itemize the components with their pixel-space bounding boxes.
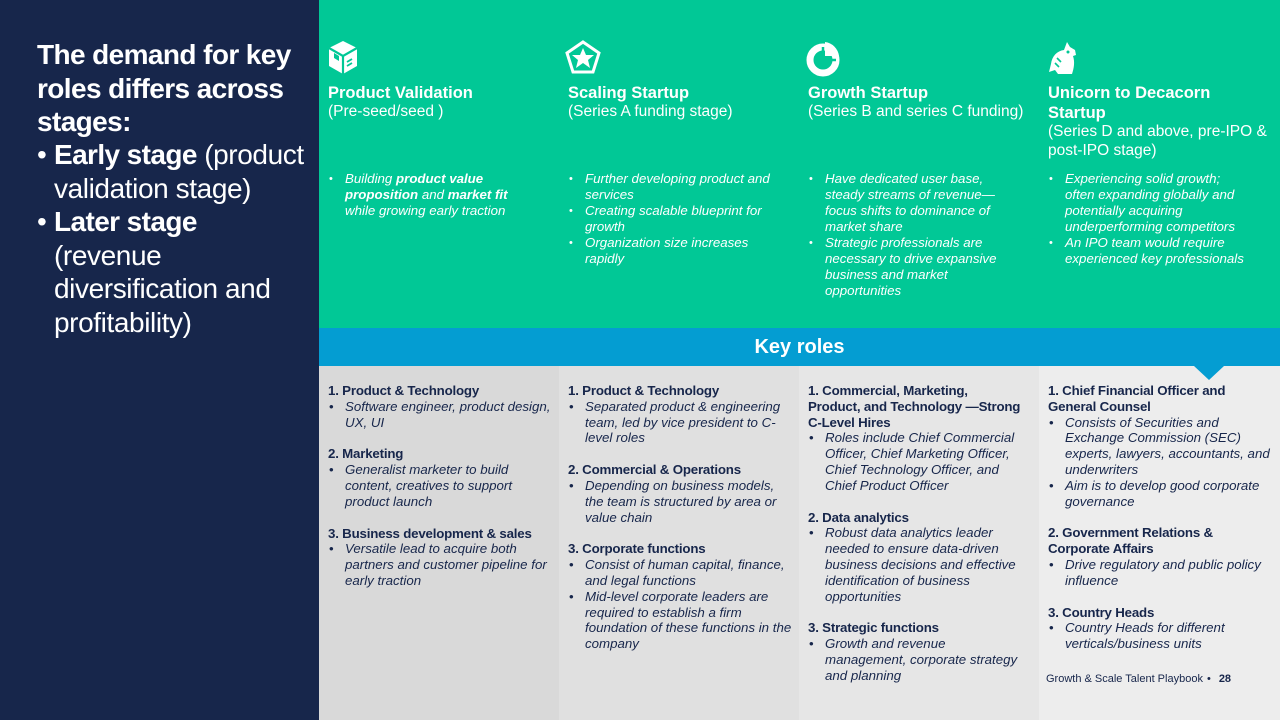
- stage-summary-rest: (revenue diversification and profitability): [54, 239, 271, 338]
- stage-subtitle: (Pre-seed/seed ): [328, 103, 444, 120]
- stage-point: [808, 235, 1013, 299]
- role-title: 3. Corporate functions: [568, 541, 706, 557]
- role-title: 2. Government Relations & Corporate Affairs: [1048, 525, 1213, 557]
- point-text: Have dedicated user base, steady streams of revenue—focus shifts to dominance of market share: [825, 171, 995, 234]
- role-title: 1. Chief Financial Officer and General Counsel: [1048, 383, 1226, 414]
- role-point: [1048, 478, 1276, 510]
- role-block: [808, 383, 1023, 494]
- point-text: Consist of human capital, finance, and legal functions: [585, 557, 785, 588]
- bullet-icon: •: [1049, 620, 1054, 636]
- stage-title: [808, 83, 1028, 122]
- role-title: 2. Commercial & Operations: [568, 462, 741, 478]
- role-block: [808, 510, 1023, 605]
- point-text: Creating scalable blueprint for growth: [585, 203, 762, 234]
- stage-point: [1048, 171, 1253, 235]
- key-roles-header: Key roles: [319, 328, 1280, 366]
- footer-label: Growth & Scale Talent Playbook: [1046, 673, 1203, 685]
- bullet-icon: •: [1049, 477, 1054, 493]
- role-block: [328, 446, 556, 509]
- role-point: [568, 557, 796, 589]
- bullet-icon: •: [569, 173, 573, 185]
- role-block: [808, 620, 1023, 683]
- point-text: Generalist marketer to build content, creatives to support product launch: [345, 462, 513, 509]
- bullet-icon: •: [809, 430, 814, 446]
- bullet-icon: •: [329, 541, 334, 557]
- point-emphasis: product value proposition: [345, 171, 484, 202]
- role-title: 1. Product & Technology: [568, 383, 720, 398]
- point-text: Depending on business models, the team is structured by area or value chain: [585, 477, 777, 525]
- stage-title-text: Scaling Startup: [568, 84, 690, 102]
- stage-summary-list: [37, 138, 307, 339]
- role-point: [1048, 620, 1276, 652]
- point-text: Strategic professionals are necessary to drive expansive business and market opportunities: [825, 235, 997, 298]
- point-emphasis: market fit: [447, 187, 508, 202]
- point-text: Versatile lead to acquire both partners and customer pipeline for early traction: [345, 541, 547, 588]
- role-title: 1. Product & Technology: [328, 383, 480, 398]
- stage-unicorn-decacorn: [1039, 0, 1267, 328]
- point-text: An IPO team would require experienced key professionals: [1065, 235, 1244, 266]
- stage-points: [568, 171, 773, 267]
- stage-title-text: Product Validation: [328, 84, 473, 102]
- point-text: Growth and revenue management, corporate strategy and planning: [825, 636, 1018, 683]
- stage-subtitle: (Series B and series C funding): [808, 103, 1024, 120]
- stage-title: [568, 83, 788, 122]
- role-block: [328, 526, 556, 589]
- stage-summary-item: [37, 138, 307, 205]
- stage-summary-item: [37, 205, 307, 339]
- role-point: [808, 636, 1023, 683]
- stage-point: [328, 171, 533, 219]
- bullet-icon: •: [569, 588, 574, 604]
- role-title: 1. Commercial, Marketing, Product, and Technology —Strong C-Level Hires: [808, 383, 1021, 430]
- stage-summary-rest: (product validation stage): [54, 139, 304, 204]
- role-block: [1048, 383, 1276, 509]
- headline: The demand for key roles differs across stages:: [37, 39, 291, 137]
- bullet-icon: •: [809, 237, 813, 249]
- stage-point: [568, 203, 773, 235]
- stage-subtitle: (Series A funding stage): [568, 103, 733, 120]
- roles-column-unicorn-decacorn: [1039, 366, 1280, 720]
- role-point: [808, 430, 1023, 493]
- bullet-icon: •: [569, 398, 574, 414]
- stage-points: [328, 171, 533, 219]
- point-text: Further developing product and services: [585, 171, 770, 202]
- bullet-icon: •: [329, 173, 333, 185]
- stage-point: [808, 171, 1013, 235]
- bullet-icon: •: [329, 462, 334, 478]
- page-number: 28: [1218, 673, 1232, 685]
- box-icon: [325, 38, 361, 78]
- role-point: [1048, 557, 1276, 589]
- unicorn-icon: [1045, 38, 1081, 78]
- stage-title: [1048, 83, 1268, 160]
- role-title: 3. Country Heads: [1048, 604, 1155, 620]
- point-text: Drive regulatory and public policy influence: [1065, 556, 1261, 588]
- stage-product-validation: [319, 0, 547, 328]
- footer-separator: •: [1206, 673, 1211, 685]
- role-point: [808, 525, 1023, 604]
- bullet-icon: •: [329, 398, 334, 414]
- bullet-icon: •: [37, 139, 47, 170]
- footer: [1046, 673, 1231, 685]
- point-text: Mid-level corporate leaders are required to establish a firm foundation of these functions in the company: [585, 588, 792, 652]
- role-point: [328, 462, 556, 509]
- point-text: Consists of Securities and Exchange Commission (SEC) experts, lawyers, accountants, and underwriters: [1065, 414, 1270, 477]
- pentagon-star-icon: [565, 38, 601, 78]
- point-text: Building: [345, 171, 397, 186]
- bullet-icon: •: [1049, 556, 1054, 572]
- bullet-icon: •: [569, 477, 574, 493]
- bullet-icon: •: [569, 237, 573, 249]
- stage-subtitle: (Series D and above, pre-IPO & post-IPO stage): [1048, 123, 1267, 159]
- point-text: Roles include Chief Commercial Officer, Chief Marketing Officer, Chief Technology Officer, and Chief Product Officer: [825, 430, 1015, 493]
- point-text: Organization size increases rapidly: [585, 235, 749, 266]
- stage-summary-bold: Later stage: [54, 206, 197, 237]
- role-block: [1048, 605, 1276, 652]
- stage-title: [328, 83, 548, 122]
- stage-title-text: Unicorn to Decacorn Startup: [1048, 84, 1211, 122]
- donut-chart-icon: [805, 38, 841, 78]
- roles-column-product-validation: [319, 366, 559, 720]
- left-panel: [0, 0, 319, 720]
- roles-column-growth-startup: [799, 366, 1039, 720]
- role-block: [328, 383, 556, 430]
- role-title: 3. Business development & sales: [328, 525, 532, 541]
- point-text: Robust data analytics leader needed to ensure data-driven business decisions and effective identification of business opportunities: [825, 525, 1016, 604]
- bullet-icon: •: [37, 206, 47, 237]
- bullet-icon: •: [809, 636, 814, 652]
- bullet-icon: •: [1049, 237, 1053, 249]
- point-text: Country Heads for different verticals/business units: [1065, 620, 1225, 652]
- stage-scaling-startup: [559, 0, 787, 328]
- role-block: [1048, 525, 1276, 588]
- stage-summary-bold: Early stage: [54, 139, 197, 170]
- stages-band: [319, 0, 1280, 328]
- bullet-icon: •: [809, 173, 813, 185]
- role-point: [328, 541, 556, 588]
- stage-title-text: Growth Startup: [808, 84, 929, 102]
- stage-points: [808, 171, 1013, 299]
- stage-point: [1048, 235, 1253, 267]
- bullet-icon: •: [569, 205, 573, 217]
- point-text: Aim is to develop good corporate governance: [1065, 477, 1260, 509]
- role-point: [568, 478, 796, 525]
- stage-points: [1048, 171, 1253, 267]
- role-point: [568, 589, 796, 652]
- point-text: while growing early traction: [345, 203, 506, 218]
- stage-point: [568, 235, 773, 267]
- role-point: [1048, 415, 1276, 478]
- role-point: [568, 399, 796, 446]
- role-block: [568, 462, 796, 525]
- stage-point: [568, 171, 773, 203]
- point-text: Experiencing solid growth; often expanding globally and potentially acquiring underperforming competitors: [1065, 171, 1235, 234]
- roles-column-scaling-startup: [559, 366, 799, 720]
- point-text: Software engineer, product design, UX, UI: [345, 398, 551, 430]
- bullet-icon: •: [1049, 173, 1053, 185]
- stage-growth-startup: [799, 0, 1027, 328]
- role-title: 2. Data analytics: [808, 509, 909, 525]
- role-title: 3. Strategic functions: [808, 620, 939, 636]
- role-title: 2. Marketing: [328, 446, 404, 462]
- point-text: and: [418, 187, 448, 202]
- point-text: Separated product & engineering team, led by vice president to C-level roles: [585, 398, 781, 446]
- bullet-icon: •: [1049, 414, 1054, 430]
- role-point: [328, 399, 556, 431]
- role-block: [568, 541, 796, 652]
- role-block: [568, 383, 796, 446]
- bullet-icon: •: [569, 557, 574, 573]
- bullet-icon: •: [809, 525, 814, 541]
- pointer-triangle: [1194, 366, 1224, 380]
